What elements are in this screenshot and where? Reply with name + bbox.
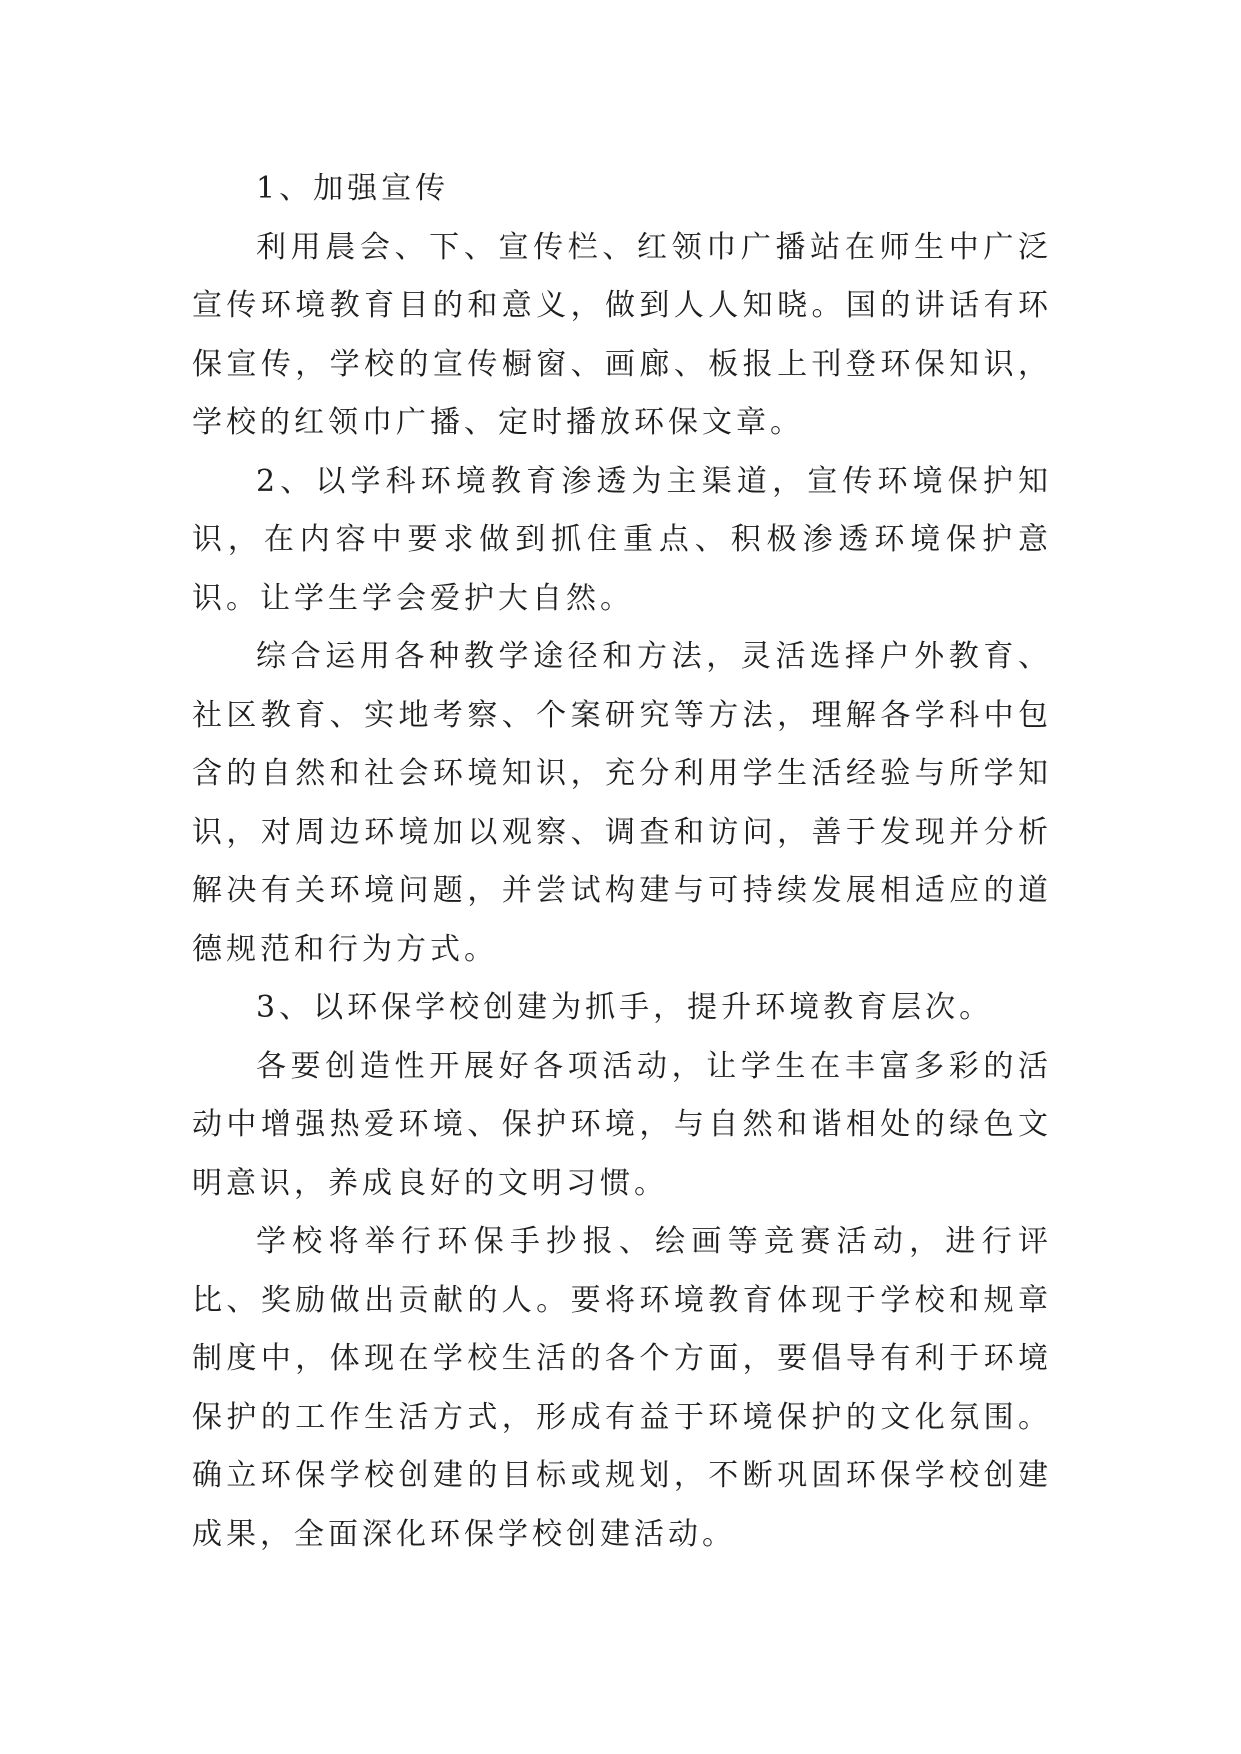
paragraph-activities: 各要创造性开展好各项活动，让学生在丰富多彩的活动中增强热爱环境、保护环境，与自然和谐相处的绿色文明意识，养成良好的文明习惯。 <box>192 1048 1052 1201</box>
document-body <box>192 160 1052 1564</box>
paragraph-publicity-channels: 利用晨会、下、宣传栏、红领巾广播站在师生中广泛宣传环境教育目的和意义，做到人人知晓。国的讲话有环保宣传，学校的宣传橱窗、画廊、板报上刊登环保知识，学校的红领巾广播、定时播放环保文章。 <box>192 229 1052 440</box>
paragraph-teaching-methods: 综合运用各种教学途径和方法，灵活选择户外教育、社区教育、实地考察、个案研究等方法，理解各学科中包含的自然和社会环境知识，充分利用学生活经验与所学知识，对周边环境加以观察、调查和访问，善于发现并分析解决有关环境问题，并尝试构建与可持续发展相适应的道德规范和行为方式。 <box>192 639 1052 967</box>
heading-green-school-creation: 3、以环保学校创建为抓手，提升环境教育层次。 <box>256 990 994 1025</box>
paragraph-competitions: 学校将举行环保手抄报、绘画等竞赛活动，进行评比、奖励做出贡献的人。要将环境教育体现于学校和规章制度中，体现在学校生活的各个方面，要倡导有利于环境保护的工作生活方式，形成有益于环境保护的文化氛围。确立环保学校创建的目标或规划，不断巩固环保学校创建成果，全面深化环保学校创建活动。 <box>192 1224 1052 1552</box>
heading-strengthen-publicity: 1、加强宣传 <box>256 171 450 206</box>
heading-subject-infiltration: 2、以学科环境教育渗透为主渠道，宣传环境保护知识，在内容中要求做到抓住重点、积极渗透环境保护意识。让学生学会爱护大自然。 <box>192 463 1052 616</box>
